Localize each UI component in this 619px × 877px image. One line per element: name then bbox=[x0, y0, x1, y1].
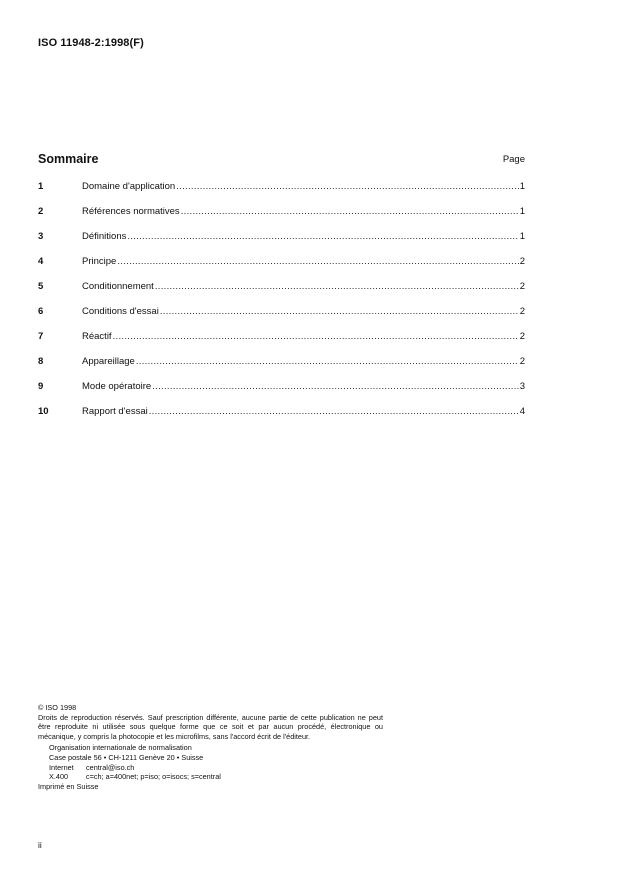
toc-entry-page: 1 bbox=[519, 206, 525, 217]
dot-leader bbox=[113, 331, 519, 342]
toc-entry-title[interactable]: Définitions bbox=[82, 231, 127, 242]
organisation-name: Organisation internationale de normalisation bbox=[49, 743, 192, 753]
toc-entry-number: 10 bbox=[38, 406, 49, 417]
dot-leader bbox=[149, 406, 519, 417]
toc-entry-page: 2 bbox=[519, 331, 525, 342]
dot-leader bbox=[155, 281, 519, 292]
toc-entry-page: 4 bbox=[519, 406, 525, 417]
toc-entry[interactable] bbox=[38, 181, 525, 206]
toc-entry-number: 3 bbox=[38, 231, 44, 242]
internet-row bbox=[49, 763, 388, 773]
toc-entry-page: 2 bbox=[519, 356, 525, 367]
dot-leader bbox=[136, 356, 519, 367]
x400-row bbox=[49, 772, 388, 782]
toc-entry[interactable] bbox=[38, 306, 525, 331]
x400-label: X.400 bbox=[49, 772, 69, 782]
toc-entry-number: 9 bbox=[38, 381, 44, 392]
toc-entry-page: 2 bbox=[519, 256, 525, 267]
toc-entry-page: 3 bbox=[519, 381, 525, 392]
toc-entry-page: 1 bbox=[519, 181, 525, 192]
copyright-block bbox=[38, 703, 388, 791]
toc-entry[interactable] bbox=[38, 331, 525, 356]
dot-leader bbox=[117, 256, 518, 267]
toc-entry-title[interactable]: Rapport d'essai bbox=[82, 406, 148, 417]
toc-entry-title[interactable]: Conditionnement bbox=[82, 281, 154, 292]
toc-entry-number: 1 bbox=[38, 181, 44, 192]
table-of-contents bbox=[38, 181, 525, 431]
page-number: ii bbox=[38, 840, 42, 850]
toc-entry-page: 1 bbox=[519, 231, 525, 242]
toc-entry-number: 2 bbox=[38, 206, 44, 217]
toc-entry-title[interactable]: Mode opératoire bbox=[82, 381, 152, 392]
toc-entry[interactable] bbox=[38, 356, 525, 381]
dot-leader bbox=[181, 206, 519, 217]
postal-address: Case postale 56 • CH-1211 Genève 20 • Suisse bbox=[49, 752, 204, 762]
document-identifier: ISO 11948-2:1998(F) bbox=[38, 37, 144, 49]
printed-in: Imprimé en Suisse bbox=[38, 781, 99, 791]
dot-leader bbox=[152, 381, 519, 392]
dot-leader bbox=[160, 306, 519, 317]
rights-statement: Droits de reproduction réservés. Sauf prescription différente, aucune partie de cette publication ne peut être reproduite ni utilisée sous quelque forme que ce soit et par aucun procédé, électronique ou mécanique, y compris la photocopie et les microfilms, sans l'accord écrit de l'éditeur. bbox=[38, 712, 383, 741]
toc-entry-number: 8 bbox=[38, 356, 44, 367]
toc-entry-number: 7 bbox=[38, 331, 44, 342]
toc-entry-title[interactable]: Principe bbox=[82, 256, 117, 267]
toc-entry-title[interactable]: Appareillage bbox=[82, 356, 135, 367]
toc-entry[interactable] bbox=[38, 381, 525, 406]
internet-email[interactable]: central@iso.ch bbox=[86, 762, 135, 772]
toc-entry-title[interactable]: Réactif bbox=[82, 331, 112, 342]
toc-entry-title[interactable]: Domaine d'application bbox=[82, 181, 176, 192]
toc-entry-number: 4 bbox=[38, 256, 44, 267]
internet-label: Internet bbox=[49, 762, 74, 772]
toc-entry[interactable] bbox=[38, 281, 525, 306]
toc-entry-number: 5 bbox=[38, 281, 44, 292]
toc-entry-page: 2 bbox=[519, 281, 525, 292]
copyright-line: © ISO 1998 bbox=[38, 703, 77, 712]
toc-entry[interactable] bbox=[38, 256, 525, 281]
toc-entry-title[interactable]: Références normatives bbox=[82, 206, 180, 217]
dot-leader bbox=[127, 231, 518, 242]
toc-header bbox=[38, 152, 525, 168]
toc-entry-title[interactable]: Conditions d'essai bbox=[82, 306, 159, 317]
dot-leader bbox=[176, 181, 519, 192]
toc-entry[interactable] bbox=[38, 231, 525, 256]
x400-address: c=ch; a=400net; p=iso; o=isocs; s=central bbox=[86, 772, 221, 782]
toc-entry[interactable] bbox=[38, 206, 525, 231]
toc-title: Sommaire bbox=[38, 152, 99, 166]
publisher-address bbox=[38, 743, 388, 781]
toc-entry-number: 6 bbox=[38, 306, 44, 317]
toc-entry[interactable] bbox=[38, 406, 525, 431]
toc-entry-page: 2 bbox=[519, 306, 525, 317]
toc-page-column-label: Page bbox=[502, 154, 525, 165]
